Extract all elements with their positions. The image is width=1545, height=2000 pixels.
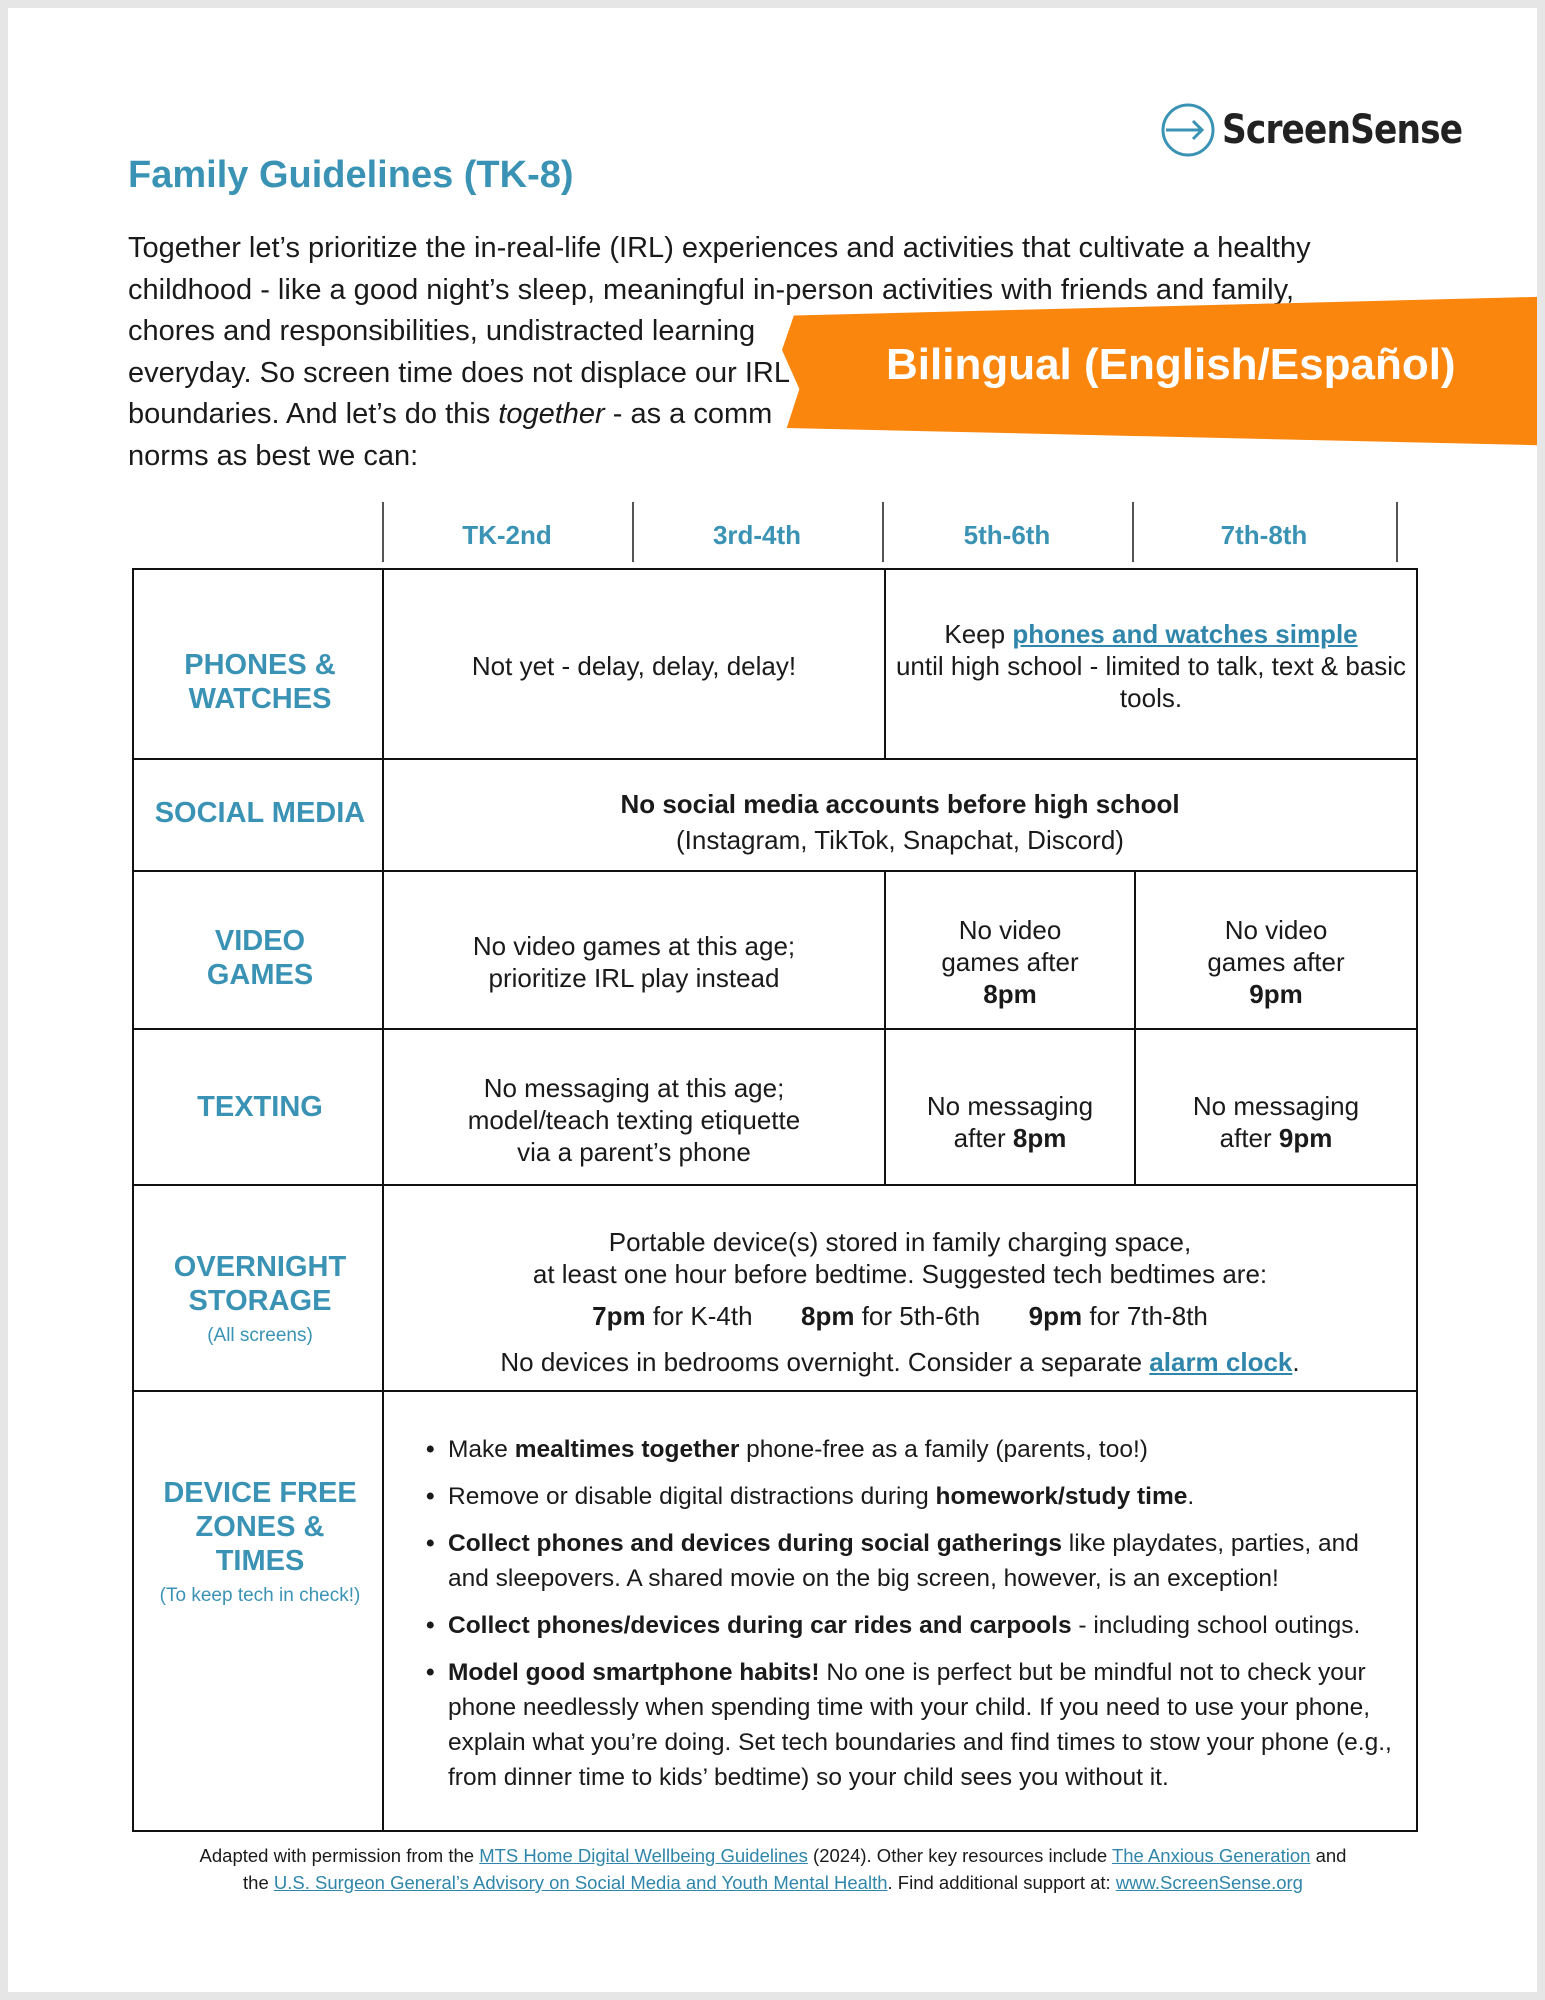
- row-label-device-free-zones: DEVICE FREE ZONES & TIMES (To keep tech in check!): [159, 1477, 361, 1606]
- column-header-7th-8th: 7th-8th: [1220, 520, 1308, 550]
- bilingual-banner-text: Bilingual (English/Español): [886, 340, 1456, 389]
- list-item: • Model good smartphone habits! No one is perfect but be mindful not to check your phone needlessly when spending time with your child. If you need to use your phone, explain what you’re doing. Set tech boundaries and find times to stow your phone (e.g., from dinner time to kids’ bedtime) so your child sees you without it.: [426, 1655, 1406, 1795]
- video-games-young-cell: No video games at this age; prioritize IRL play instead: [472, 931, 796, 993]
- brand-logo: [1160, 102, 1501, 158]
- intro-line: childhood - like a good night’s sleep, meaningful in-person activities with friends and family,: [128, 273, 1295, 306]
- column-header-tk-2nd: TK-2nd: [462, 520, 552, 550]
- social-media-cell: No social media accounts before high school (Instagram, TikTok, Snapchat, Discord): [620, 789, 1180, 855]
- phones-older-cell: Keep phones and watches simple until high school - limited to talk, text & basic tools.: [895, 619, 1407, 713]
- intro-line: Together let’s prioritize the in-real-life (IRL) experiences and activities that cultivate a healthy: [128, 232, 1311, 264]
- mts-guidelines-link[interactable]: MTS Home Digital Wellbeing Guidelines: [479, 1845, 808, 1866]
- brand-name: ScreenSense: [1222, 107, 1463, 153]
- list-item: • Collect phones and devices during social gatherings like playdates, parties, and and sleepovers. A shared movie on the big screen, however, is an exception!: [426, 1526, 1406, 1596]
- texting-5th-6th-cell: No messaging after 8pm: [926, 1091, 1094, 1153]
- list-item: • Remove or disable digital distractions during homework/study time.: [426, 1479, 1406, 1514]
- alarm-clock-link[interactable]: alarm clock: [1149, 1347, 1293, 1377]
- phones-young-cell: Not yet - delay, delay, delay!: [471, 651, 797, 681]
- row-label-texting: TEXTING: [197, 1091, 323, 1123]
- row-label-social-media: SOCIAL MEDIA: [154, 797, 366, 829]
- intro-line: chores and responsibilities, undistracted learning: [128, 315, 756, 348]
- page-title: Family Guidelines (TK-8): [128, 154, 574, 196]
- video-games-5th-6th-cell: No video games after 8pm: [941, 915, 1079, 1009]
- column-header-3rd-4th: 3rd-4th: [712, 520, 802, 550]
- texting-7th-8th-cell: No messaging after 9pm: [1192, 1091, 1360, 1153]
- device-free-list: [426, 1432, 1406, 1807]
- anxious-generation-link[interactable]: The Anxious Generation: [1111, 1845, 1311, 1866]
- list-item: • Collect phones/devices during car rides and carpools - including school outings.: [426, 1608, 1406, 1643]
- footer-credits: Adapted with permission from the MTS Home Digital Wellbeing Guidelines (2024). Other key resources include The Anxious Generation and the U.S. Surgeon General’s Advisory on Social Media and Youth Mental Health. Find additional support at: www.ScreenSense.org: [199, 1845, 1347, 1893]
- overnight-storage-cell: Portable device(s) stored in family charging space, at least one hour before bedtime. Suggested tech bedtimes are: 7pm for K-4th 8pm for 5th-6th 9pm for 7th-8th No devices in bedrooms overnight. Consider a separate alarm clock.: [500, 1227, 1300, 1377]
- intro-line: everyday. So screen time does not displace our IRL: [128, 356, 790, 389]
- column-header-5th-6th: 5th-6th: [963, 520, 1051, 550]
- intro-line: norms as best we can:: [128, 439, 419, 472]
- guidelines-table: [132, 568, 1418, 1832]
- phones-simple-link[interactable]: phones and watches simple: [1012, 619, 1358, 649]
- screensense-website-link[interactable]: www.ScreenSense.org: [1115, 1872, 1303, 1893]
- intro-line: boundaries. And let’s do this together - as a comm: [128, 398, 773, 431]
- document-page: [8, 8, 1537, 1992]
- row-label-overnight-storage: OVERNIGHT STORAGE (All screens): [173, 1251, 347, 1346]
- row-label-video-games: VIDEO GAMES: [206, 925, 314, 991]
- texting-young-cell: No messaging at this age; model/teach texting etiquette via a parent’s phone: [467, 1073, 801, 1167]
- video-games-7th-8th-cell: No video games after 9pm: [1207, 915, 1345, 1009]
- list-item: • Make mealtimes together phone-free as a family (parents, too!): [426, 1432, 1406, 1467]
- surgeon-general-link[interactable]: U.S. Surgeon General’s Advisory on Social Media and Youth Mental Health: [273, 1872, 888, 1893]
- arrow-circle-icon: [1160, 102, 1216, 158]
- row-label-phones-watches: PHONES & WATCHES: [184, 649, 336, 715]
